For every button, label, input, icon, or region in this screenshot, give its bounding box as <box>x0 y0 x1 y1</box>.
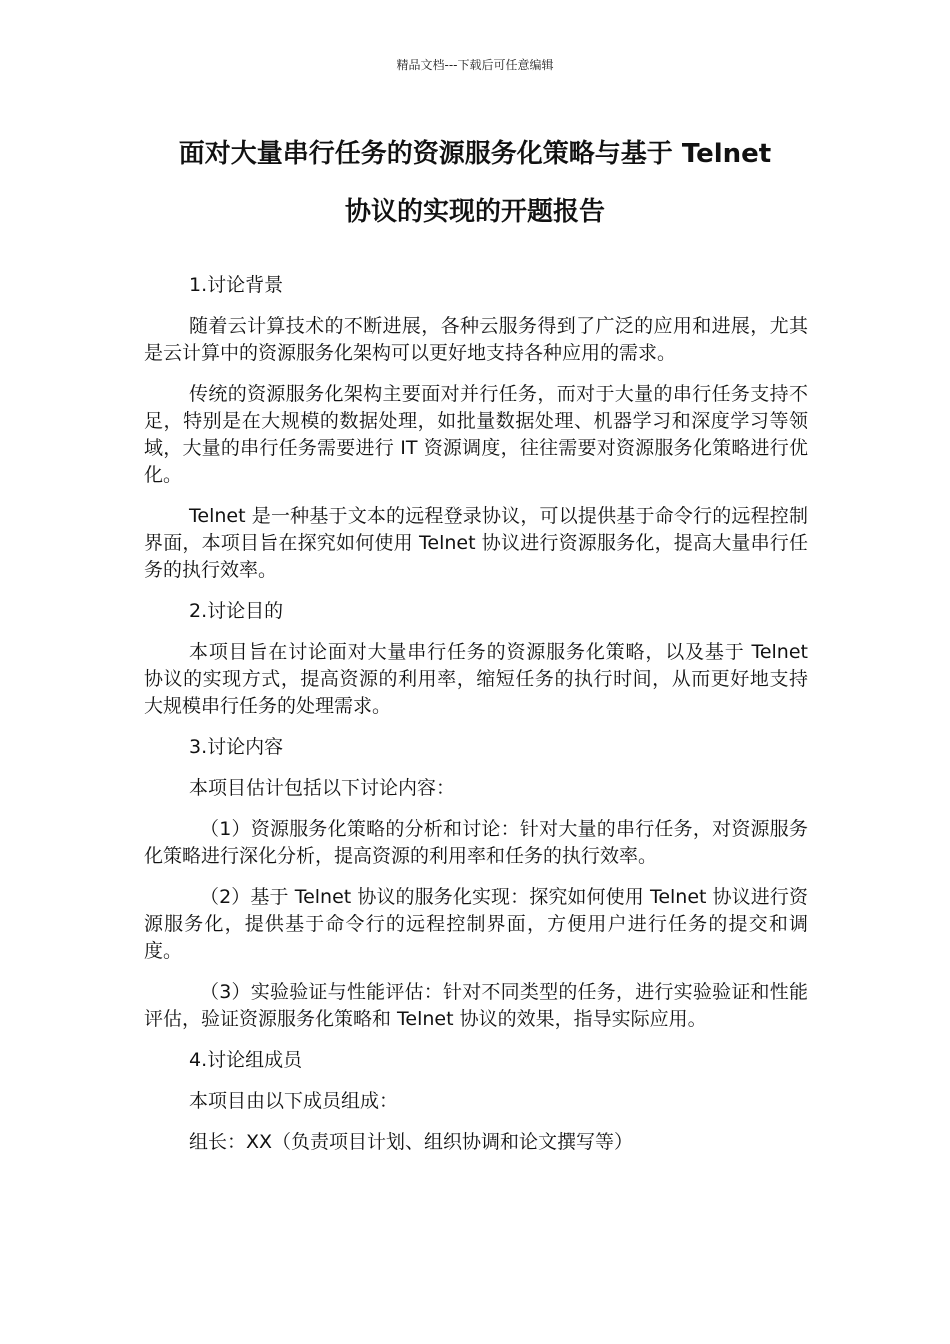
content-item-3: （3）实验验证与性能评估：针对不同类型的任务，进行实验验证和性能评估，验证资源服务化策略和 Telnet 协议的效果，指导实际应用。 <box>144 981 808 1030</box>
section-heading-content: 3.讨论内容 <box>189 736 284 758</box>
paragraph-background-3: Telnet 是一种基于文本的远程登录协议，可以提供基于命令行的远程控制界面，本项目旨在探究如何使用 Telnet 协议进行资源服务化，提高大量串行任务的执行效率。 <box>144 505 808 581</box>
member-leader: 组长：XX（负责项目计划、组织协调和论文撰写等） <box>189 1131 634 1153</box>
section-heading-background: 1.讨论背景 <box>189 274 284 296</box>
page-header: 精品文档---下载后可任意编辑 <box>396 58 554 72</box>
document-title-line-2: 协议的实现的开题报告 <box>344 197 605 227</box>
document-title-line-1: 面对大量串行任务的资源服务化策略与基于 Telnet <box>178 139 772 169</box>
section-heading-purpose: 2.讨论目的 <box>189 600 284 622</box>
paragraph-background-2: 传统的资源服务化架构主要面对并行任务，而对于大量的串行任务支持不足，特别是在大规模的数据处理，如批量数据处理、机器学习和深度学习等领域，大量的串行任务需要进行 IT 资源调度，往往需要对资源服务化策略进行优化。 <box>144 383 808 486</box>
paragraph-content-intro: 本项目估计包括以下讨论内容： <box>189 777 456 799</box>
paragraph-purpose: 本项目旨在讨论面对大量串行任务的资源服务化策略，以及基于 Telnet 协议的实现方式，提高资源的利用率，缩短任务的执行时间，从而更好地支持大规模串行任务的处理需求。 <box>144 641 808 717</box>
content-item-1: （1）资源服务化策略的分析和讨论：针对大量的串行任务，对资源服务化策略进行深化分析，提高资源的利用率和任务的执行效率。 <box>144 818 808 867</box>
paragraph-members-intro: 本项目由以下成员组成： <box>189 1090 399 1112</box>
paragraph-background-1: 随着云计算技术的不断进展，各种云服务得到了广泛的应用和进展，尤其是云计算中的资源服务化架构可以更好地支持各种应用的需求。 <box>144 315 808 364</box>
content-item-2: （2）基于 Telnet 协议的服务化实现：探究如何使用 Telnet 协议进行资源服务化，提供基于命令行的远程控制界面，方便用户进行任务的提交和调度。 <box>144 886 808 962</box>
document-body <box>144 272 808 1170</box>
section-heading-members: 4.讨论组成员 <box>189 1049 303 1071</box>
